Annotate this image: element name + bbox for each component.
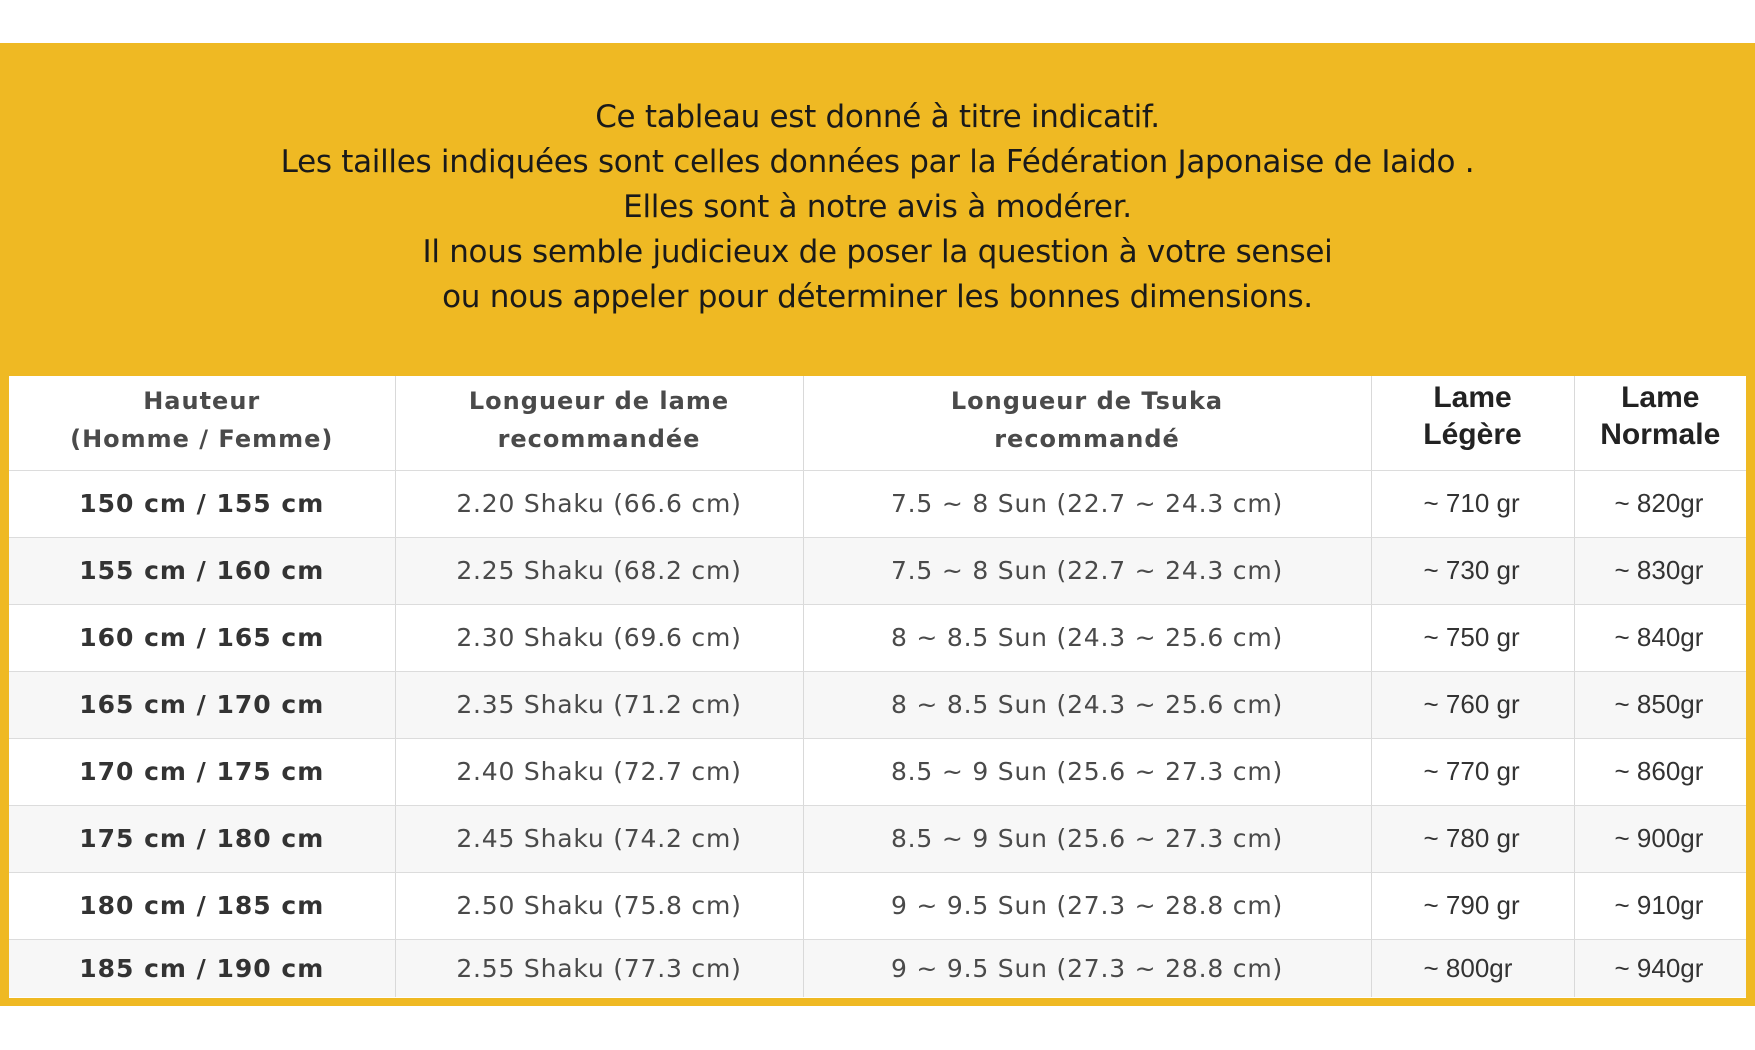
notice-line: Ce tableau est donné à titre indicatif. <box>595 99 1160 135</box>
table-row <box>9 604 1746 671</box>
cell-light-weight: ~ 760 gr <box>1371 671 1574 738</box>
header-line: Lame <box>1621 380 1700 414</box>
cell-blade-length: 2.35 Shaku (71.2 cm) <box>395 671 803 738</box>
header-line: (Homme / Femme) <box>70 424 334 453</box>
cell-blade-length: 2.50 Shaku (75.8 cm) <box>395 872 803 939</box>
cell-height: 185 cm / 190 cm <box>9 939 395 997</box>
notice-line: ou nous appeler pour déterminer les bonnes dimensions. <box>442 279 1313 315</box>
cell-tsuka-length: 8.5 ~ 9 Sun (25.6 ~ 27.3 cm) <box>803 738 1371 805</box>
cell-tsuka-length: 8 ~ 8.5 Sun (24.3 ~ 25.6 cm) <box>803 671 1371 738</box>
cell-tsuka-length: 7.5 ~ 8 Sun (22.7 ~ 24.3 cm) <box>803 537 1371 604</box>
header-line: Hauteur <box>143 386 261 415</box>
size-table <box>9 376 1746 997</box>
header-line: Longueur de Tsuka <box>950 386 1224 415</box>
header-light-blade <box>1371 376 1574 470</box>
cell-light-weight: ~ 750 gr <box>1371 604 1574 671</box>
cell-light-weight: ~ 770 gr <box>1371 738 1574 805</box>
header-blade-length <box>395 376 803 470</box>
cell-blade-length: 2.45 Shaku (74.2 cm) <box>395 805 803 872</box>
table-row <box>9 470 1746 537</box>
header-line: Légère <box>1423 417 1522 451</box>
cell-tsuka-length: 9 ~ 9.5 Sun (27.3 ~ 28.8 cm) <box>803 939 1371 997</box>
size-table-container <box>9 376 1746 998</box>
header-tsuka-length <box>803 376 1371 470</box>
cell-normal-weight: ~ 850gr <box>1574 671 1746 738</box>
cell-blade-length: 2.30 Shaku (69.6 cm) <box>395 604 803 671</box>
cell-normal-weight: ~ 830gr <box>1574 537 1746 604</box>
notice-text <box>0 95 1755 320</box>
cell-normal-weight: ~ 900gr <box>1574 805 1746 872</box>
cell-height: 150 cm / 155 cm <box>9 470 395 537</box>
cell-tsuka-length: 7.5 ~ 8 Sun (22.7 ~ 24.3 cm) <box>803 470 1371 537</box>
cell-tsuka-length: 8.5 ~ 9 Sun (25.6 ~ 27.3 cm) <box>803 805 1371 872</box>
cell-blade-length: 2.40 Shaku (72.7 cm) <box>395 738 803 805</box>
header-normal-blade <box>1574 376 1746 470</box>
cell-light-weight: ~ 780 gr <box>1371 805 1574 872</box>
table-row <box>9 872 1746 939</box>
header-line: recommandé <box>994 424 1180 453</box>
cell-normal-weight: ~ 910gr <box>1574 872 1746 939</box>
cell-height: 165 cm / 170 cm <box>9 671 395 738</box>
cell-light-weight: ~ 710 gr <box>1371 470 1574 537</box>
table-row <box>9 939 1746 997</box>
header-line: Lame <box>1433 380 1512 414</box>
cell-height: 180 cm / 185 cm <box>9 872 395 939</box>
cell-blade-length: 2.55 Shaku (77.3 cm) <box>395 939 803 997</box>
table-header-row <box>9 376 1746 470</box>
cell-light-weight: ~ 800gr <box>1371 939 1574 997</box>
notice-line: Les tailles indiquées sont celles données par la Fédération Japonaise de Iaido . <box>280 144 1475 180</box>
cell-tsuka-length: 9 ~ 9.5 Sun (27.3 ~ 28.8 cm) <box>803 872 1371 939</box>
header-height <box>9 376 395 470</box>
cell-blade-length: 2.25 Shaku (68.2 cm) <box>395 537 803 604</box>
cell-normal-weight: ~ 840gr <box>1574 604 1746 671</box>
cell-height: 155 cm / 160 cm <box>9 537 395 604</box>
cell-tsuka-length: 8 ~ 8.5 Sun (24.3 ~ 25.6 cm) <box>803 604 1371 671</box>
cell-blade-length: 2.20 Shaku (66.6 cm) <box>395 470 803 537</box>
header-line: Longueur de lame <box>468 386 730 415</box>
cell-normal-weight: ~ 860gr <box>1574 738 1746 805</box>
cell-normal-weight: ~ 940gr <box>1574 939 1746 997</box>
table-row <box>9 671 1746 738</box>
notice-line: Il nous semble judicieux de poser la question à votre sensei <box>422 234 1333 270</box>
cell-height: 170 cm / 175 cm <box>9 738 395 805</box>
table-row <box>9 738 1746 805</box>
cell-light-weight: ~ 730 gr <box>1371 537 1574 604</box>
cell-light-weight: ~ 790 gr <box>1371 872 1574 939</box>
cell-normal-weight: ~ 820gr <box>1574 470 1746 537</box>
notice-line: Elles sont à notre avis à modérer. <box>623 189 1132 225</box>
cell-height: 175 cm / 180 cm <box>9 805 395 872</box>
cell-height: 160 cm / 165 cm <box>9 604 395 671</box>
table-row <box>9 805 1746 872</box>
table-row <box>9 537 1746 604</box>
header-line: recommandée <box>497 424 701 453</box>
header-line: Normale <box>1600 417 1721 451</box>
